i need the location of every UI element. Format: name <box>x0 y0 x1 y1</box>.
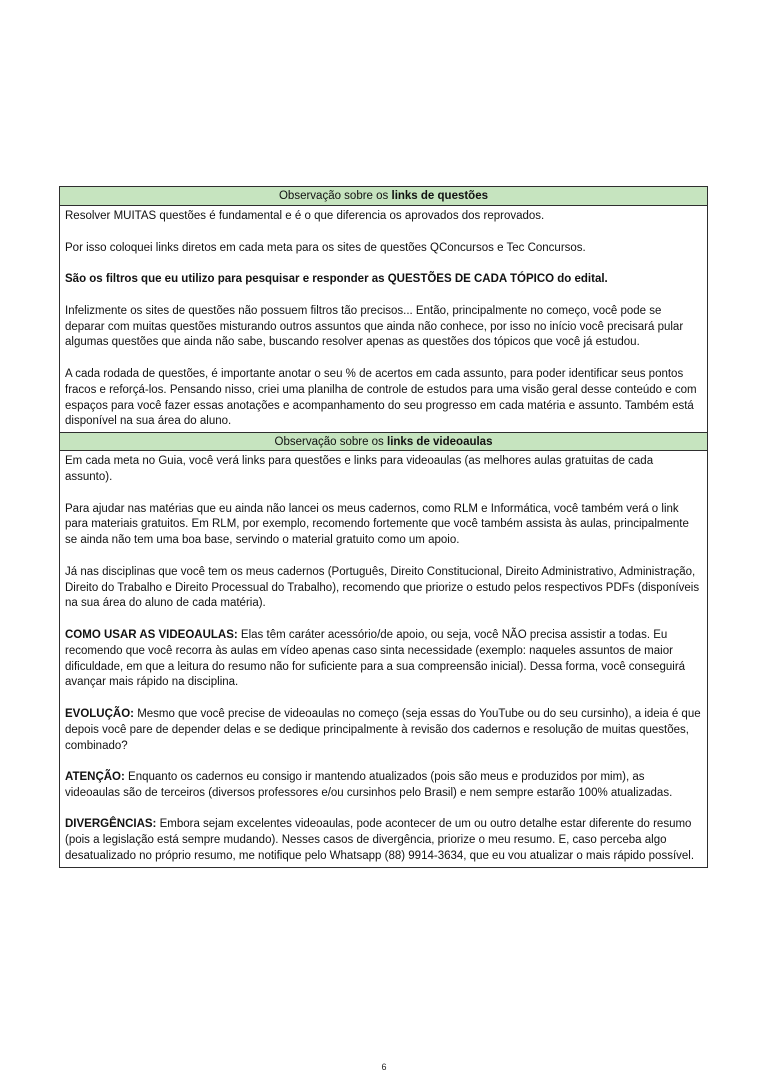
paragraph: Por isso coloquei links diretos em cada meta para os sites de questões QConcursos e Tec Concursos. <box>65 241 586 254</box>
paragraph-atencao <box>65 770 702 802</box>
page-number: 6 <box>381 1062 387 1072</box>
paragraph-lead: EVOLUÇÃO: <box>65 707 134 720</box>
paragraph-lead: COMO USAR AS VIDEOAULAS: <box>65 628 238 641</box>
paragraph: A cada rodada de questões, é importante anotar o seu % de acertos em cada assunto, para poder identificar seus pontos fracos e reforçá-los. Pensando nisso, criei uma planilha de controle de estudos para uma visão geral desse conteúdo e com espaços para você fazer essas anotações e acompanhamento do seu progresso em cada matéria e assunto. Também está disponível na sua área do aluno. <box>65 367 697 428</box>
section-header-bold: links de questões <box>391 190 489 202</box>
section-header-videoaulas <box>60 432 707 451</box>
paragraph-text: Enquanto os cadernos eu consigo ir mantendo atualizados (pois são meus e produzidos por mim), as videoaulas são de terceiros (diversos professores e/ou cursinhos pelo Brasil) e nem sempre estarão 100% atualizadas. <box>65 771 673 799</box>
paragraph: Em cada meta no Guia, você verá links para questões e links para videoaulas (as melhores aulas gratuitas de cada assunto). <box>65 455 654 483</box>
paragraph: Para ajudar nas matérias que eu ainda não lancei os meus cadernos, como RLM e Informática, você também verá o link para materiais gratuitos. Em RLM, por exemplo, recomendo fortemente que você também assista às aulas, principalmente se ainda não tem uma boa base, servindo o material gratuito como um apoio. <box>65 502 689 547</box>
notes-table <box>59 186 708 868</box>
paragraph-lead: ATENÇÃO: <box>65 771 125 784</box>
section-header-prefix: Observação sobre os <box>274 436 388 449</box>
paragraph-divergencias <box>65 817 702 864</box>
paragraph-evolucao <box>65 707 702 754</box>
paragraph-text: Embora sejam excelentes videoaulas, pode acontecer de um ou outro detalhe estar diferente do resumo (pois a legislação está sempre mudando). Nesses casos de divergência, priorize o meu resumo. E, caso perceba algo desatualizado no próprio resumo, me notifique pelo Whatsapp (88) 9914-3634, que eu vou atualizar o mais rápido possível. <box>65 818 695 863</box>
paragraph: Resolver MUITAS questões é fundamental e é o que diferencia os aprovados dos reprovados. <box>65 210 545 222</box>
paragraph-text: Elas têm caráter acessório/de apoio, ou seja, você NÃO precisa assistir a todas. Eu recomendo que você recorra às aulas em vídeo apenas caso sinta necessidade (exemplo: naqueles assuntos de maior dificuldade, em que a leitura do resumo não for suficiente para a sua compreensão inicial). Dessa forma, você conseguirá avançar mais rápido na disciplina. <box>65 628 686 689</box>
section-body-videoaulas <box>60 451 707 867</box>
section-header-prefix: Observação sobre os <box>278 190 392 202</box>
paragraph-como-usar <box>65 628 702 691</box>
paragraph-text: Mesmo que você precise de videoaulas no começo (seja essas do YouTube ou do seu cursinho), a ideia é que depois você pare de depender delas e se dedique principalmente à revisão dos cadernos e resolução de muitas questões, combinado? <box>65 707 701 752</box>
paragraph-lead: DIVERGÊNCIAS: <box>65 818 157 831</box>
section-body-questoes <box>60 206 707 432</box>
section-header-bold: links de videoaulas <box>387 436 493 449</box>
paragraph-bold: São os filtros que eu utilizo para pesquisar e responder as QUESTÕES DE CADA TÓPICO do edital. <box>65 273 608 286</box>
paragraph: Já nas disciplinas que você tem os meus cadernos (Português, Direito Constitucional, Direito Administrativo, Administração, Direito do Trabalho e Direito Processual do Trabalho), recomendo que priorize o estudo pelos respectivos PDFs (disponíveis na sua área do aluno de cada matéria). <box>65 565 700 610</box>
paragraph: Infelizmente os sites de questões não possuem filtros tão precisos... Então, principalmente no começo, você pode se deparar com muitas questões misturando outros assuntos que ainda não conhece, por isso no início você precisará pular algumas questões que ainda não sabe, buscando resolver apenas as questões dos tópicos que você já estudou. <box>65 304 684 349</box>
section-header-questoes <box>60 187 707 206</box>
